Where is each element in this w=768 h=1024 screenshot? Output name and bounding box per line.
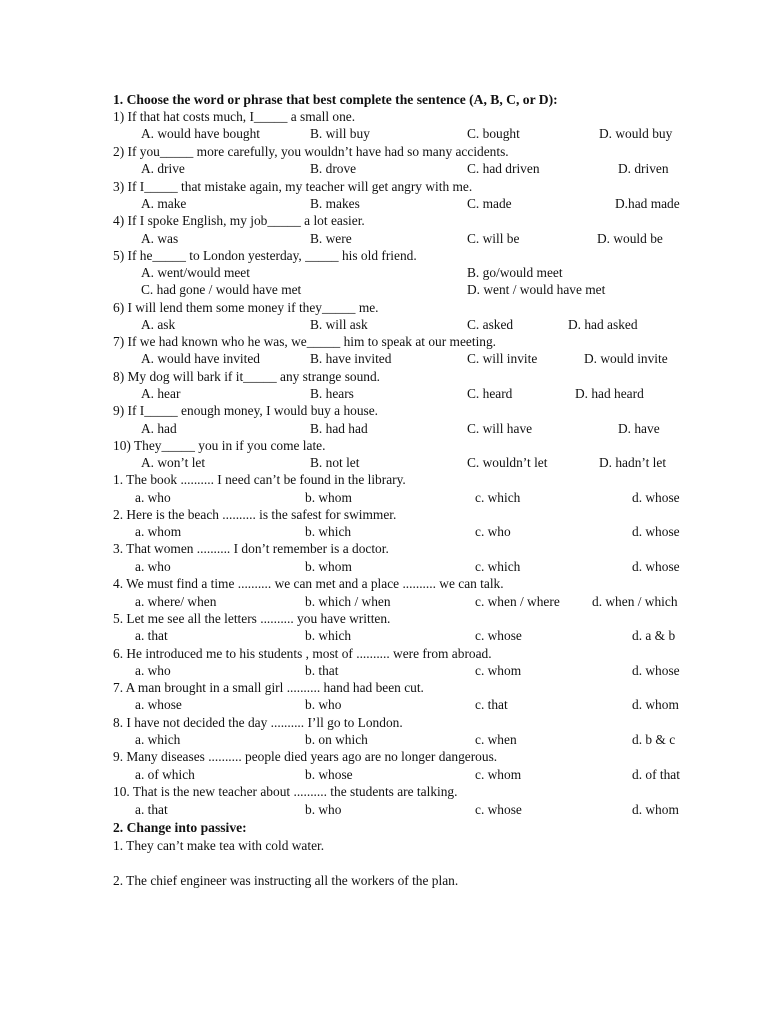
option-a: A. won’t let: [141, 455, 206, 470]
relative-options-1: [0, 490, 768, 507]
relative-question-8: 8. I have not decided the day .......... I’ll go to London.: [113, 715, 403, 730]
option-b: B. had had: [310, 421, 368, 436]
option-c: C. will be: [467, 231, 520, 246]
options-5b: [0, 282, 768, 299]
option-a: a. that: [135, 628, 168, 643]
option-c: c. when: [475, 732, 517, 747]
option-d: d. whom: [632, 802, 679, 817]
option-a: a. of which: [135, 767, 195, 782]
option-b: b. on which: [305, 732, 368, 747]
relative-options-3: [0, 559, 768, 576]
option-b: B. have invited: [310, 351, 392, 366]
option-c: C. bought: [467, 126, 520, 141]
option-a: a. who: [135, 559, 171, 574]
option-d: d. when / which: [592, 594, 678, 609]
options-10: [0, 455, 768, 472]
option-b: b. whose: [305, 767, 353, 782]
option-a: a. who: [135, 490, 171, 505]
section-1-heading: 1. Choose the word or phrase that best complete the sentence (A, B, C, or D):: [113, 92, 558, 107]
section-2-heading: 2. Change into passive:: [113, 820, 247, 835]
question-8: 8) My dog will bark if it_____ any strange sound.: [113, 369, 381, 384]
option-b: B. will buy: [310, 126, 370, 141]
relative-question-3: 3. That women .......... I don’t remember is a doctor.: [113, 541, 389, 556]
option-d: D. had heard: [575, 386, 644, 401]
option-d: D. had asked: [568, 317, 638, 332]
option-b: b. whom: [305, 490, 352, 505]
option-b: b. that: [305, 663, 339, 678]
option-d: d. whose: [632, 524, 680, 539]
relative-question-2: 2. Here is the beach .......... is the safest for swimmer.: [113, 507, 397, 522]
option-c: C. had gone / would have met: [141, 282, 302, 297]
question-10: 10) They_____ you in if you come late.: [113, 438, 326, 453]
options-7: [0, 351, 768, 368]
option-c: C. wouldn’t let: [467, 455, 548, 470]
option-c: c. who: [475, 524, 511, 539]
option-c: C. will invite: [467, 351, 538, 366]
option-a: A. went/would meet: [141, 265, 250, 280]
option-d: D. hadn’t let: [599, 455, 667, 470]
options-8: [0, 386, 768, 403]
relative-question-9: 9. Many diseases .......... people died years ago are no longer dangerous.: [113, 749, 498, 764]
options-3: [0, 196, 768, 213]
option-a: A. drive: [141, 161, 185, 176]
option-c: C. had driven: [467, 161, 540, 176]
option-d: d. a & b: [632, 628, 676, 643]
option-c: C. heard: [467, 386, 513, 401]
option-d: D. have: [618, 421, 660, 436]
option-b: B. go/would meet: [467, 265, 563, 280]
options-1: [0, 126, 768, 143]
option-a: a. whose: [135, 697, 182, 712]
option-c: c. whom: [475, 767, 522, 782]
options-4: [0, 231, 768, 248]
option-a: A. hear: [141, 386, 181, 401]
option-c: c. which: [475, 490, 521, 505]
passive-item-2: 2. The chief engineer was instructing all the workers of the plan.: [113, 873, 459, 888]
options-5a: [0, 265, 768, 282]
option-c: C. made: [467, 196, 512, 211]
relative-options-9: [0, 767, 768, 784]
options-9: [0, 421, 768, 438]
option-b: b. which / when: [305, 594, 391, 609]
option-d: D. would be: [597, 231, 663, 246]
option-b: B. will ask: [310, 317, 368, 332]
relative-options-10: [0, 802, 768, 819]
option-a: A. was: [141, 231, 179, 246]
option-c: C. will have: [467, 421, 533, 436]
option-b: b. who: [305, 802, 342, 817]
option-c: c. whom: [475, 663, 522, 678]
relative-question-7: 7. A man brought in a small girl .......... hand had been cut.: [113, 680, 424, 695]
option-d: D. went / would have met: [467, 282, 606, 297]
relative-options-4: [0, 594, 768, 611]
relative-question-4: 4. We must find a time .......... we can met and a place .......... we can talk.: [113, 576, 504, 591]
option-b: b. which: [305, 524, 352, 539]
option-b: B. not let: [310, 455, 360, 470]
option-b: b. who: [305, 697, 342, 712]
option-d: d. whose: [632, 490, 680, 505]
option-d: D. would invite: [584, 351, 668, 366]
option-a: A. make: [141, 196, 187, 211]
option-b: b. whom: [305, 559, 352, 574]
option-a: a. where/ when: [135, 594, 217, 609]
option-d: D.had made: [615, 196, 680, 211]
question-7: 7) If we had known who he was, we_____ him to speak at our meeting.: [113, 334, 497, 349]
question-1: 1) If that hat costs much, I_____ a small one.: [113, 109, 356, 124]
question-4: 4) If I spoke English, my job_____ a lot easier.: [113, 213, 365, 228]
option-a: A. would have invited: [141, 351, 261, 366]
passive-item-1: 1. They can’t make tea with cold water.: [113, 838, 325, 853]
relative-options-7: [0, 697, 768, 714]
option-b: B. were: [310, 231, 352, 246]
option-a: A. would have bought: [141, 126, 261, 141]
option-d: d. whose: [632, 559, 680, 574]
question-5: 5) If he_____ to London yesterday, _____ his old friend.: [113, 248, 417, 263]
option-c: c. whose: [475, 628, 522, 643]
question-9: 9) If I_____ enough money, I would buy a house.: [113, 403, 379, 418]
options-2: [0, 161, 768, 178]
option-a: A. ask: [141, 317, 176, 332]
option-d: d. b & c: [632, 732, 676, 747]
option-c: c. whose: [475, 802, 522, 817]
relative-options-6: [0, 663, 768, 680]
relative-options-2: [0, 524, 768, 541]
relative-question-1: 1. The book .......... I need can’t be found in the library.: [113, 472, 406, 487]
option-b: B. makes: [310, 196, 360, 211]
option-b: b. which: [305, 628, 352, 643]
relative-question-10: 10. That is the new teacher about .......... the students are talking.: [113, 784, 458, 799]
relative-options-5: [0, 628, 768, 645]
option-c: c. which: [475, 559, 521, 574]
option-a: a. that: [135, 802, 168, 817]
option-b: B. hears: [310, 386, 354, 401]
relative-question-5: 5. Let me see all the letters .......... you have written.: [113, 611, 391, 626]
option-d: d. whom: [632, 697, 679, 712]
option-d: d. whose: [632, 663, 680, 678]
option-a: a. who: [135, 663, 171, 678]
relative-options-8: [0, 732, 768, 749]
question-3: 3) If I_____ that mistake again, my teacher will get angry with me.: [113, 179, 473, 194]
question-6: 6) I will lend them some money if they_____ me.: [113, 300, 379, 315]
option-a: A. had: [141, 421, 177, 436]
options-6: [0, 317, 768, 334]
option-d: d. of that: [632, 767, 680, 782]
option-c: c. that: [475, 697, 508, 712]
relative-question-6: 6. He introduced me to his students , most of .......... were from abroad.: [113, 646, 492, 661]
question-2: 2) If you_____ more carefully, you wouldn’t have had so many accidents.: [113, 144, 509, 159]
option-a: a. whom: [135, 524, 182, 539]
option-c: c. when / where: [475, 594, 560, 609]
option-b: B. drove: [310, 161, 357, 176]
option-d: D. would buy: [599, 126, 673, 141]
option-d: D. driven: [618, 161, 669, 176]
option-c: C. asked: [467, 317, 514, 332]
option-a: a. which: [135, 732, 181, 747]
